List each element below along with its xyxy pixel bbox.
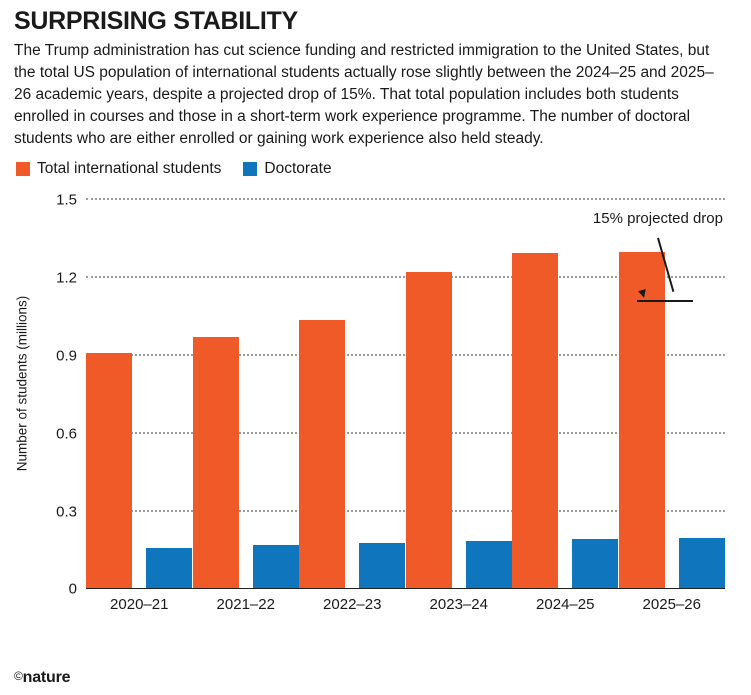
chart-legend <box>16 160 737 178</box>
legend-label-total: Total international students <box>37 160 222 178</box>
bar-total-2021-22 <box>193 337 239 588</box>
bar-group <box>299 198 406 588</box>
credit-label: nature <box>22 669 71 686</box>
nature-credit <box>14 669 70 687</box>
bar-doctorate-2023-24 <box>466 541 512 588</box>
bar-group <box>406 198 513 588</box>
x-tick-label: 2020–21 <box>110 596 169 614</box>
y-tick-label: 0.3 <box>56 503 77 521</box>
x-tick-label: 2022–23 <box>323 596 382 614</box>
legend-item-total <box>16 160 221 178</box>
bar-doctorate-2020-21 <box>146 548 192 588</box>
bar-groups <box>86 198 725 588</box>
copyright-icon: © <box>14 669 23 683</box>
bar-total-2025-26 <box>619 252 665 589</box>
bar-chart <box>16 188 737 618</box>
plot-area <box>56 191 725 598</box>
legend-swatch-total <box>16 162 30 176</box>
bar-doctorate-2025-26 <box>679 538 725 589</box>
bar-doctorate-2024-25 <box>572 539 618 588</box>
bar-group <box>512 198 619 588</box>
bar-group <box>193 198 300 588</box>
bar-doctorate-2022-23 <box>359 543 405 589</box>
bar-total-2024-25 <box>512 253 558 588</box>
y-tick-label: 0.6 <box>56 425 77 443</box>
bar-group <box>619 198 726 588</box>
page-title: SURPRISING STABILITY <box>14 7 298 35</box>
x-tick-label: 2025–26 <box>642 596 701 614</box>
x-tick-label: 2023–24 <box>429 596 488 614</box>
annotation-level-marker <box>637 300 693 302</box>
description-text: The Trump administration has cut science funding and restricted immigration to the United States, but the total US population of international students actually rose slightly between the 2024–25 and 2025–26 academic years, despite a projected drop of 15%. That total population includes both students enrolled in courses and those in a short-term work experience programme. The number of doctoral students who are either enrolled or gaining work experience also held steady. <box>14 42 714 148</box>
y-tick-label: 0.9 <box>56 347 77 365</box>
annotation-projected-drop: 15% projected drop <box>592 210 723 228</box>
bar-total-2020-21 <box>86 353 132 588</box>
y-tick-label: 0 <box>68 580 77 598</box>
y-axis-title: Number of students (millions) <box>14 295 30 472</box>
x-tick-label: 2024–25 <box>536 596 595 614</box>
legend-swatch-doctorate <box>243 162 257 176</box>
bar-total-2023-24 <box>406 272 452 588</box>
y-tick-label: 1.5 <box>56 191 77 209</box>
bar-total-2022-23 <box>299 320 345 588</box>
x-tick-label: 2021–22 <box>216 596 275 614</box>
x-axis-line <box>68 580 725 598</box>
y-tick-label: 1.2 <box>56 269 77 287</box>
legend-item-doctorate <box>243 160 331 178</box>
bar-group <box>86 198 193 588</box>
bar-doctorate-2021-22 <box>253 545 299 588</box>
legend-label-doctorate: Doctorate <box>264 160 332 178</box>
x-axis-labels <box>86 596 725 613</box>
